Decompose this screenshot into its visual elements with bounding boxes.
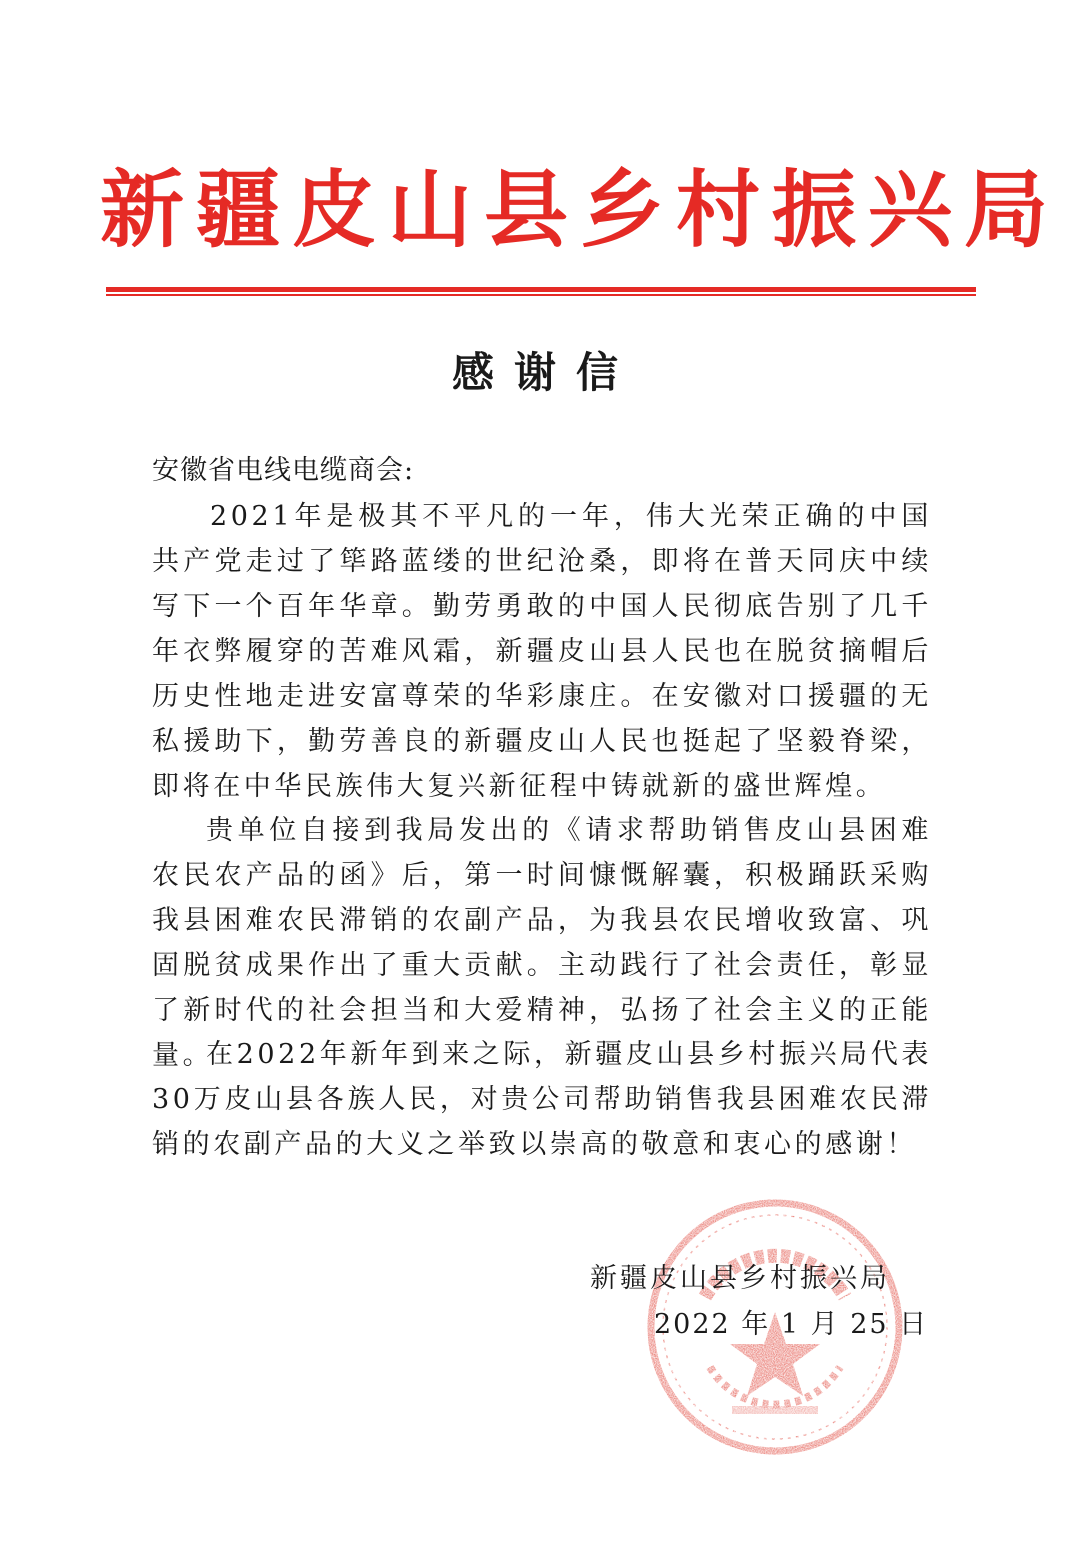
letterhead-rule-thin [106,294,976,296]
body-paragraph-1: 2021年是极其不平凡的一年，伟大光荣正确的中国共产党走过了筚路蓝缕的世纪沧桑，即将在普天同庆中续写下一个百年华章。勤劳勇敢的中国人民彻底告别了几千年衣弊履穿的苦难风霜，新疆皮山县人民也在脱贫摘帽后历史性地走进安富尊荣的华彩康庄。在安徽对口援疆的无私援助下，勤劳善良的新疆皮山人民也挺起了坚毅脊梁，即将在中华民族伟大复兴新征程中铸就新的盛世辉煌。 [152,501,932,802]
signature-date: 2022 年 1 月 25 日 [654,1309,929,1340]
salutation: 安徽省电线电缆商会: [152,455,415,486]
seal-bottom-band [732,1406,818,1414]
signature-organization: 新疆皮山县乡村振兴局 [590,1263,890,1294]
body-paragraph-2: 贵单位自接到我局发出的《请求帮助销售皮山县困难农民农产品的函》后，第一时间慷慨解囊，积极踊跃采购我县困难农民滞销的农副产品，为我县农民增收致富、巩固脱贫成果作出了重大贡献。主动践行了社会责任，彰显了新时代的社会担当和大爱精神，弘扬了社会主义的正能量。 [152,815,932,1071]
body-paragraph-3: 在2022年新年到来之际，新疆皮山县乡村振兴局代表30万皮山县各族人民，对贵公司帮助销售我县困难农民滞销的农副产品的大义之举致以崇高的敬意和衷心的感谢！ [152,1039,932,1160]
letter-title: 感谢信 [451,348,638,397]
letterhead-rule-thick [106,287,976,292]
letterhead-title: 新疆皮山县乡村振兴局 [100,161,1061,259]
